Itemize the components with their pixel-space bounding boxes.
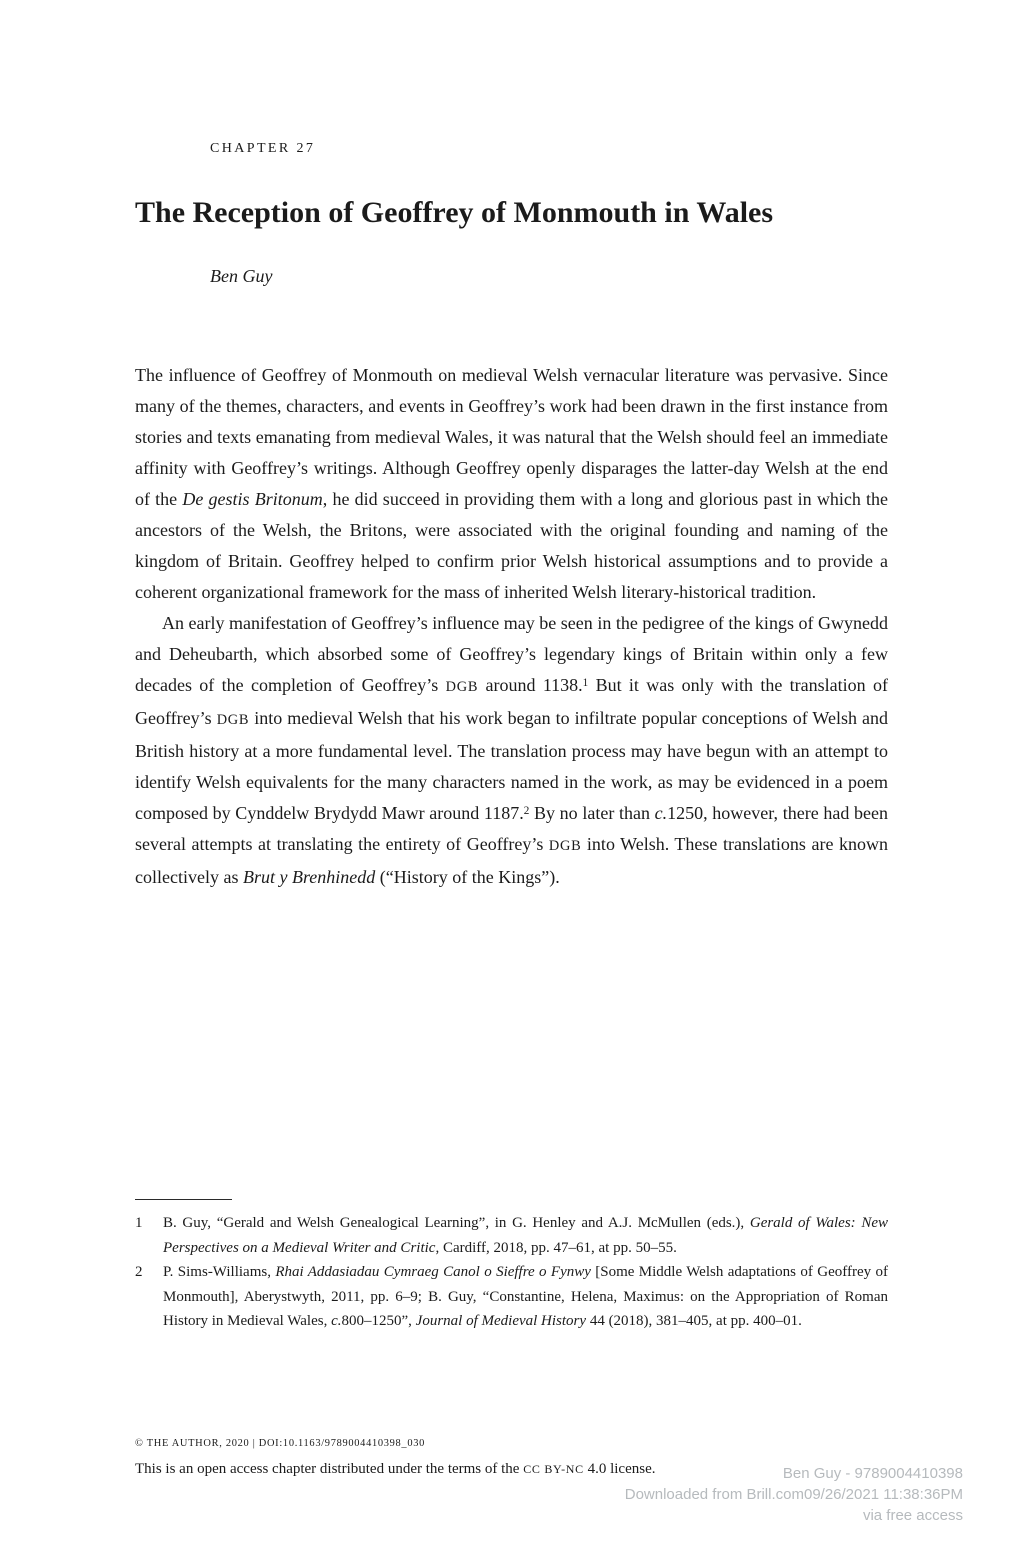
watermark-line-access: via free access — [862, 1507, 963, 1524]
paragraph-2: An early manifestation of Geoffrey’s influence may be seen in the pedigree of the kings of Gwynedd and Deheubarth, which absorbed some of Geoffrey’s legendary kings of Britain within only a few decades of the completion of Geoffrey’s DGB around 1138.$^1$ But it was only with the translation of Geoffrey’s DGB into medieval Welsh that his work began to infiltrate popular conceptions of Welsh and British history at a more fundamental level. The translation process may have begun with an attempt to identify Welsh equivalents for the many characters named in the work, as may be evidenced in a poem composed by Cynddelw Brydydd Mawr around 1187.$^2$ By no later than c.1250, however, there had been several attempts at translating the entirety of Geoffrey’s DGB into Welsh. These translations are known collectively as Brut y Brenhinedd (“History of the Kings”). — [135, 613, 889, 887]
footnote-text: B. Guy, “Gerald and Welsh Genealogical Learning”, in G. Henley and A.J. McMullen (eds.), Gerald of Wales: New Perspectives on a Medieval Writer and Critic, Cardiff, 2018, pp. 47–61, at pp. 50–55. — [163, 1215, 888, 1256]
footnote-number: 1 — [135, 1215, 143, 1231]
open-access-license-line: This is an open access chapter distributed under the terms of the CC BY-NC 4.0 license. — [135, 1461, 656, 1477]
footnote-2 — [135, 1260, 888, 1334]
download-watermark — [625, 1463, 963, 1526]
paragraph-1: The influence of Geoffrey of Monmouth on medieval Welsh vernacular literature was pervasive. Since many of the themes, characters, and events in Geoffrey’s work had been drawn in the first instance from stories and texts emanating from medieval Wales, it was natural that the Welsh should feel an immediate affinity with Geoffrey’s writings. Although Geoffrey openly disparages the latter-day Welsh at the end of the De gestis Britonum, he did succeed in providing them with a long and glorious past in which the ancestors of the Welsh, the Britons, were associated with the original founding and naming of the kingdom of Britain. Geoffrey helped to confirm prior Welsh historical assumptions and to provide a coherent organizational framework for the mass of inherited Welsh literary-historical tradition. — [135, 365, 888, 602]
footnote-text: P. Sims-Williams, Rhai Addasiadau Cymraeg Canol o Sieffre o Fynwy [Some Middle Welsh adaptations of Geoffrey of Monmouth], Aberystwyth, 2011, pp. 6–9; B. Guy, “Constantine, Helena, Maximus: on the Appropriation of Roman History in Medieval Wales, c.800–1250”, Journal of Medieval History 44 (2018), 381–405, at pp. 400–01. — [163, 1264, 888, 1329]
footnotes-section — [135, 1211, 888, 1334]
footnote-separator-rule — [135, 1199, 232, 1200]
footnote-1 — [135, 1211, 888, 1260]
chapter-title: The Reception of Geoffrey of Monmouth in Wales — [135, 196, 774, 229]
body-text — [135, 360, 888, 893]
watermark-line-download: Downloaded from Brill.com09/26/2021 11:38:36PM — [624, 1486, 963, 1503]
copyright-doi-line: © THE AUTHOR, 2020 | DOI:10.1163/9789004410398_030 — [135, 1438, 426, 1449]
chapter-number-label: CHAPTER 27 — [210, 141, 316, 156]
watermark-line-identifier: Ben Guy - 9789004410398 — [782, 1465, 963, 1482]
author-name: Ben Guy — [210, 266, 273, 286]
footnote-number: 2 — [135, 1264, 143, 1280]
